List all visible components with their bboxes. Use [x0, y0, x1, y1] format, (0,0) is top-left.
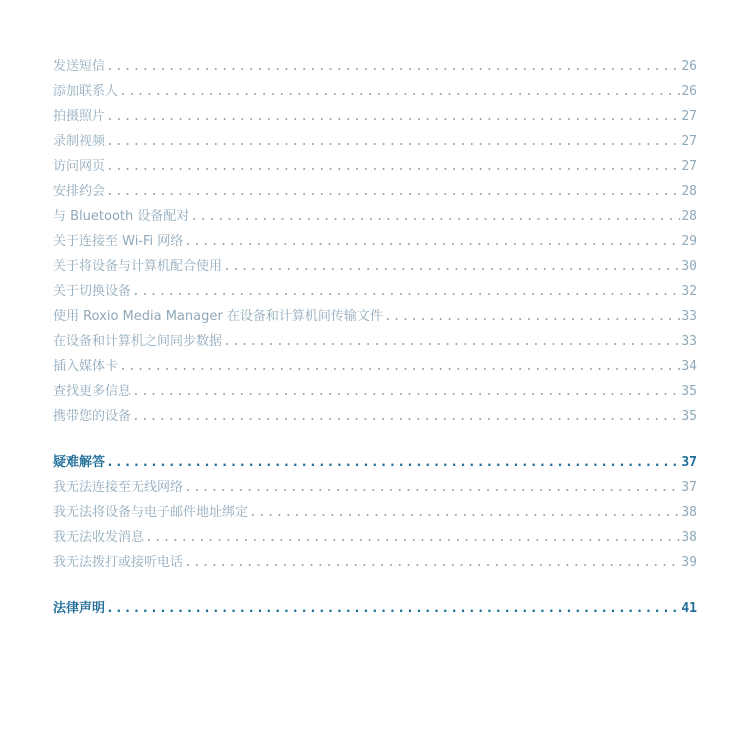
toc-entry[interactable]	[53, 104, 697, 129]
toc-entry[interactable]	[53, 500, 697, 525]
table-of-contents	[53, 54, 697, 621]
toc-leader-dots	[106, 450, 680, 475]
toc-entry-page: 35	[681, 384, 697, 399]
toc-entry[interactable]	[53, 154, 697, 179]
toc-entry-page: 26	[681, 59, 697, 74]
toc-leader-dots	[190, 204, 680, 229]
toc-entry[interactable]	[53, 179, 697, 204]
toc-leader-dots	[184, 550, 680, 575]
toc-entry-title: 关于切换设备	[53, 284, 132, 299]
toc-entry[interactable]	[53, 54, 697, 79]
toc-entry-page: 38	[681, 505, 697, 520]
toc-entry[interactable]	[53, 354, 697, 379]
toc-entry-page: 27	[681, 109, 697, 124]
toc-heading-legal[interactable]	[53, 596, 697, 621]
toc-heading-page: 41	[681, 601, 697, 616]
toc-entry[interactable]	[53, 379, 697, 404]
toc-entry-page: 32	[681, 284, 697, 299]
toc-entry-page: 27	[681, 159, 697, 174]
toc-heading-title: 法律声明	[53, 601, 106, 616]
toc-heading-troubleshooting[interactable]	[53, 450, 697, 475]
toc-leader-dots	[184, 475, 680, 500]
toc-entry[interactable]	[53, 525, 697, 550]
toc-leader-dots	[106, 129, 680, 154]
toc-entry-page: 35	[681, 409, 697, 424]
toc-leader-dots	[106, 596, 680, 621]
toc-entry[interactable]	[53, 550, 697, 575]
toc-entry-page: 37	[681, 480, 697, 495]
toc-entry[interactable]	[53, 279, 697, 304]
toc-entry[interactable]	[53, 79, 697, 104]
toc-entry-page: 27	[681, 134, 697, 149]
toc-entry-title: 插入媒体卡	[53, 359, 119, 374]
toc-heading-title: 疑难解答	[53, 455, 106, 470]
toc-entry-page: 28	[681, 184, 697, 199]
toc-leader-dots	[119, 79, 680, 104]
toc-leader-dots	[106, 54, 680, 79]
toc-leader-dots	[132, 279, 680, 304]
toc-entry-page: 33	[681, 334, 697, 349]
toc-leader-dots	[223, 329, 680, 354]
toc-entry-title: 我无法连接至无线网络	[53, 480, 184, 495]
toc-leader-dots	[145, 525, 680, 550]
toc-entry[interactable]	[53, 304, 697, 329]
toc-entry-page: 28	[681, 209, 697, 224]
toc-leader-dots	[384, 304, 681, 329]
toc-entry-title: 关于连接至 Wi-Fi 网络	[53, 234, 184, 249]
toc-entry-title: 携带您的设备	[53, 409, 132, 424]
toc-entry-page: 26	[681, 84, 697, 99]
toc-entry-title: 我无法收发消息	[53, 530, 145, 545]
toc-leader-dots	[119, 354, 680, 379]
toc-entry-title: 在设备和计算机之间同步数据	[53, 334, 223, 349]
toc-entry-page: 34	[681, 359, 697, 374]
toc-entry-page: 33	[681, 309, 697, 324]
toc-entry-page: 38	[681, 530, 697, 545]
toc-entry[interactable]	[53, 404, 697, 429]
toc-entry-title: 发送短信	[53, 59, 106, 74]
toc-entry[interactable]	[53, 254, 697, 279]
toc-entry-page: 30	[681, 259, 697, 274]
toc-heading-page: 37	[681, 455, 697, 470]
toc-entry-title: 使用 Roxio Media Manager 在设备和计算机间传输文件	[53, 309, 383, 324]
toc-entry-title: 拍摄照片	[53, 109, 106, 124]
toc-entry-title: 安排约会	[53, 184, 106, 199]
toc-entry[interactable]	[53, 229, 697, 254]
toc-leader-dots	[106, 104, 680, 129]
toc-section-troubleshooting	[53, 475, 697, 575]
toc-entry-title: 录制视频	[53, 134, 106, 149]
toc-entry-title: 查找更多信息	[53, 384, 132, 399]
toc-entry-title: 添加联系人	[53, 84, 119, 99]
toc-entry[interactable]	[53, 329, 697, 354]
toc-entry-page: 39	[681, 555, 697, 570]
toc-leader-dots	[223, 254, 680, 279]
toc-entry-title: 我无法拨打或接听电话	[53, 555, 184, 570]
toc-leader-dots	[249, 500, 680, 525]
toc-entry-title: 访问网页	[53, 159, 106, 174]
toc-entry-title: 我无法将设备与电子邮件地址绑定	[53, 505, 249, 520]
toc-entry[interactable]	[53, 129, 697, 154]
toc-leader-dots	[132, 379, 680, 404]
toc-section-getting-started	[53, 54, 697, 429]
toc-leader-dots	[184, 229, 680, 254]
toc-entry[interactable]	[53, 475, 697, 500]
toc-entry-title: 关于将设备与计算机配合使用	[53, 259, 223, 274]
toc-leader-dots	[132, 404, 680, 429]
toc-leader-dots	[106, 154, 680, 179]
toc-entry-page: 29	[681, 234, 697, 249]
toc-entry[interactable]	[53, 204, 697, 229]
toc-entry-title: 与 Bluetooth 设备配对	[53, 209, 190, 224]
toc-leader-dots	[106, 179, 680, 204]
